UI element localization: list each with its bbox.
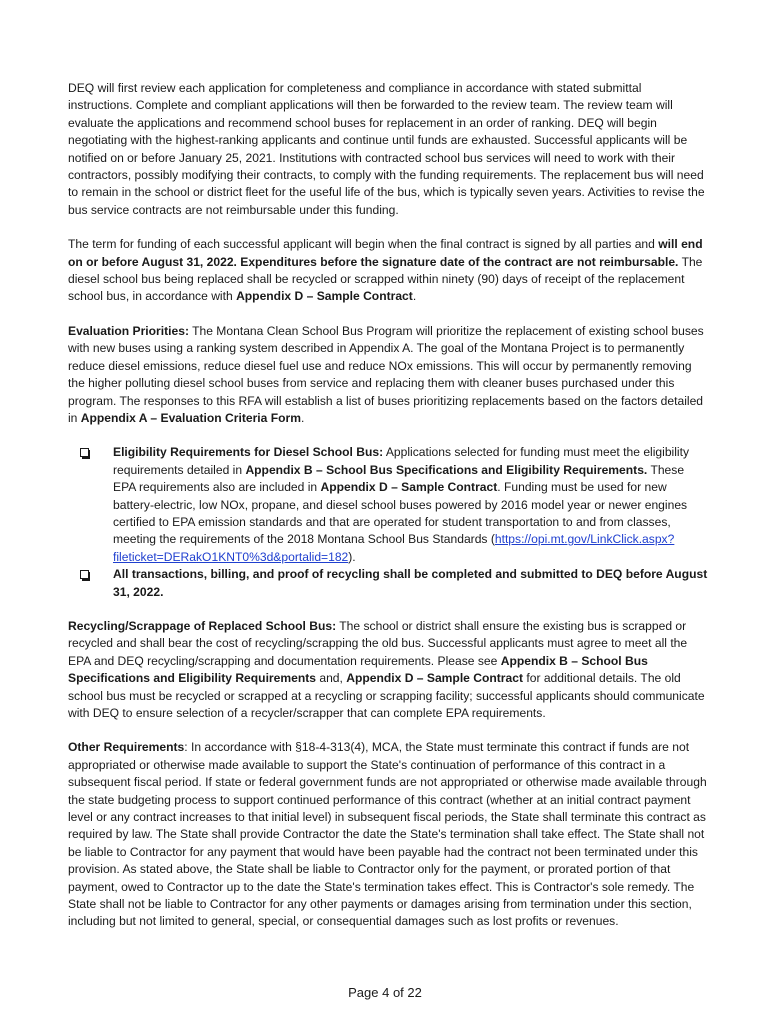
term-text-2: The diesel school bus being replaced shall be recycled or scrapped within ninety (90) days of receipt of the replacement school bus, in accordance with <box>68 254 703 304</box>
eligibility-text-3: . Funding must be used for new battery-electric, low NOx, propane, and diesel school buses powered by 2016 model year or newer engines certified to EPA emission standards and that are operated for student transportation to and from classes, meeting the requirements of the 2018 Montana School Bus Standards ( <box>113 480 688 547</box>
checklist-item-transactions <box>68 566 708 601</box>
recycling-bold-2: Appendix B – School Bus Specifications and Eligibility Requirements <box>68 653 648 686</box>
recycling-text-1: The school or district shall ensure the existing bus is scrapped or recycled and shall bear the cost of recycling/scrapping the old bus. Successful applicants must agree to meet all the EPA and DEQ recycling/scrapping and documentation requirements. Please see <box>68 618 688 668</box>
term-paragraph <box>68 236 708 306</box>
recycling-text-2: and, <box>315 671 347 686</box>
recycling-bold-3: Appendix D – Sample Contract <box>346 671 523 686</box>
page-number: Page 4 of 22 <box>348 985 422 1000</box>
recycling-paragraph <box>68 618 708 722</box>
checklist-item-eligibility <box>68 444 708 566</box>
evaluation-text-1: The Montana Clean School Bus Program will prioritize the replacement of existing school buses with new buses using a ranking system described in Appendix A. The goal of the Montana Project is to permanently reduce diesel emissions, reduce diesel fuel use and reduce NOx emissions. This will occur by permanently removing the higher polluting diesel school buses from service and replacing them with cleaner buses purchased under this program. The responses to this RFA will establish a list of buses prioritizing replacements based on the factors detailed in <box>68 323 704 425</box>
other-requirements-heading: Other Requirements <box>68 740 185 755</box>
recycling-text-3: for additional details. The old school bus must be recycled or scrapped at a recycling or scrapping facility; successful applicants should communicate with DEQ to ensure selection of a recycler/scrapper that can complete EPA requirements. <box>68 671 705 720</box>
term-text-1: The term for funding of each successful applicant will begin when the final contract is signed by all parties and <box>68 237 659 252</box>
other-requirements-text: : In accordance with §18-4-313(4), MCA, the State must terminate this contract if funds are not appropriated or otherwise made available to support the State's continuation of performance of this contract in a subsequent fiscal period. If state or federal government funds are not appropriated or otherwise made available through the state budgeting process to support continued performance of this contract (whether at an initial contract payment level or any contract increases to that initial level) in subsequent fiscal periods, the State shall terminate this contract as required by law. The State shall provide Contractor the date the State's termination shall take effect. The State shall not be liable to Contractor for any payment that would have been payable had the contract not been terminated under this provision. As stated above, the State shall be liable to Contractor only for the payment, or prorated portion of that payment, owed to Contractor up to the date the State's termination takes effect. This is Contractor's sole remedy. The State shall not be liable to Contractor for any other payments or damages arising from termination under this section, including but not limited to general, special, or consequential damages such as lost profits or revenues. <box>68 740 707 929</box>
term-bold-1: will end on or before August 31, 2022. Expenditures before the signature date of the contract are not reimbursable. <box>68 237 703 269</box>
eligibility-text-1: Applications selected for funding must meet the eligibility requirements detailed in <box>113 445 690 477</box>
other-requirements-paragraph <box>68 739 708 930</box>
term-bold-2: Appendix D – Sample Contract <box>236 289 413 304</box>
document-body <box>68 80 708 948</box>
eligibility-bold-3: Appendix D – Sample Contract <box>320 480 498 495</box>
review-paragraph: DEQ will first review each application for completeness and compliance in accordance with stated submittal instructions. Complete and compliant applications will then be forwarded to the review team. The review team will evaluate the applications and recommend school buses for replacement in an order of ranking. DEQ will begin negotiating with the highest-ranking applicants and continue until funds are exhausted. Successful applicants will be notified on or before January 25, 2021. Institutions with contracted school bus services will need to work with their contractors, possibly modifying their contracts, to comply with the funding requirements. The replacement bus will need to remain in the school or district fleet for the useful life of the bus, which is typically seven years. Activities to revise the bus service contracts are not reimbursable under this funding. <box>68 81 705 217</box>
term-text-3: . <box>412 289 417 304</box>
transactions-text: All transactions, billing, and proof of recycling shall be completed and submitted to DEQ before August 31, 2022. <box>113 567 708 599</box>
evaluation-heading: Evaluation Priorities: <box>68 323 189 338</box>
checkbox-icon <box>80 570 89 579</box>
bus-standards-link[interactable]: https://opi.mt.gov/LinkClick.aspx?fileticket=DERakO1KNT0%3d&portalid=182 <box>113 532 675 564</box>
evaluation-text-2: . <box>300 410 305 425</box>
checkbox-icon <box>80 448 89 457</box>
checklist <box>68 444 708 601</box>
eligibility-bold-2: Appendix B – School Bus Specifications and Eligibility Requirements. <box>245 462 648 477</box>
evaluation-bold-2: Appendix A – Evaluation Criteria Form <box>80 410 301 425</box>
evaluation-paragraph <box>68 323 708 427</box>
eligibility-heading: Eligibility Requirements for Diesel School Bus: <box>113 445 384 460</box>
eligibility-text-4: ). <box>348 549 356 564</box>
eligibility-text-2: These EPA requirements also are included in <box>113 462 685 495</box>
recycling-heading: Recycling/Scrappage of Replaced School Bus: <box>68 618 337 633</box>
